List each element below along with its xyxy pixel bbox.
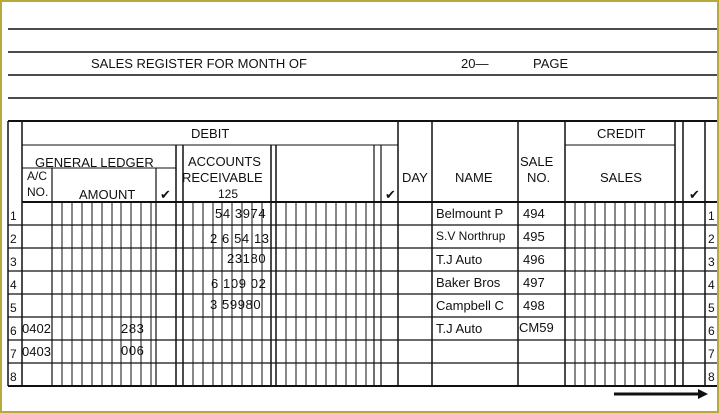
receivable-amount: 3 59980 bbox=[210, 297, 262, 312]
account-number: 0403 bbox=[22, 344, 51, 359]
day-heading: DAY bbox=[402, 170, 428, 185]
account-number: 0402 bbox=[22, 321, 51, 336]
general-ledger-heading: GENERAL LEDGER bbox=[35, 155, 154, 170]
register-title: SALES REGISTER FOR MONTH OF bbox=[91, 56, 307, 71]
row-number-right: 6 bbox=[708, 324, 715, 338]
customer-name: Belmount P bbox=[436, 206, 504, 221]
row-number-left: 6 bbox=[10, 324, 17, 338]
row-number-right: 7 bbox=[708, 347, 715, 361]
sale-no-heading-line2: NO. bbox=[527, 170, 551, 185]
sale-no-heading-line1: SALE bbox=[520, 154, 554, 169]
row-number-right: 3 bbox=[708, 255, 715, 269]
receivable-amount: 2 6 54 13 bbox=[210, 231, 270, 246]
accounts-number: 125 bbox=[218, 187, 239, 201]
customer-name: S.V Northrup bbox=[436, 229, 506, 243]
ledger-amount: 006 bbox=[121, 343, 145, 358]
accounts-heading-line1: ACCOUNTS bbox=[188, 154, 261, 169]
sale-number: 495 bbox=[523, 229, 545, 244]
debit-heading: DEBIT bbox=[191, 126, 230, 141]
gl-check-heading: ✔ bbox=[160, 187, 171, 202]
page-label: PAGE bbox=[533, 56, 569, 71]
customer-name: Baker Bros bbox=[436, 275, 501, 290]
row-number-right: 8 bbox=[708, 370, 715, 384]
accounts-heading-line2: RECEIVABLE bbox=[182, 170, 263, 185]
credit-heading: CREDIT bbox=[597, 126, 646, 141]
sale-number: 496 bbox=[523, 252, 545, 267]
customer-name: T.J Auto bbox=[436, 252, 483, 267]
row-number-right: 5 bbox=[708, 301, 715, 315]
customer-name: Campbell C bbox=[436, 298, 504, 313]
row-number-left: 8 bbox=[10, 370, 17, 384]
sales-heading: SALES bbox=[600, 170, 642, 185]
row-number-left: 2 bbox=[10, 232, 17, 246]
continue-arrow bbox=[614, 389, 708, 399]
credit-check-heading: ✔ bbox=[689, 187, 700, 202]
row-number-right: 1 bbox=[708, 209, 715, 223]
amount-heading: AMOUNT bbox=[79, 187, 136, 202]
sale-number: 494 bbox=[523, 206, 545, 221]
receivable-amount: 54 3974 bbox=[215, 206, 267, 221]
row-number-left: 1 bbox=[10, 209, 17, 223]
sale-number: 497 bbox=[523, 275, 545, 290]
year-field: 20— bbox=[461, 56, 489, 71]
row-number-left: 4 bbox=[10, 278, 17, 292]
sale-number: CM59 bbox=[519, 320, 554, 335]
row-number-left: 3 bbox=[10, 255, 17, 269]
name-heading: NAME bbox=[455, 170, 493, 185]
row-number-left: 7 bbox=[10, 347, 17, 361]
ac-heading-line1: A/C bbox=[27, 169, 48, 183]
row-number-right: 2 bbox=[708, 232, 715, 246]
debit-check-heading: ✔ bbox=[385, 187, 396, 202]
sale-number: 498 bbox=[523, 298, 545, 313]
row-number-left: 5 bbox=[10, 301, 17, 315]
receivable-amount: 23180 bbox=[227, 251, 267, 266]
ac-heading-line2: NO. bbox=[27, 185, 49, 199]
row-number-right: 4 bbox=[708, 278, 715, 292]
customer-name: T.J Auto bbox=[436, 321, 483, 336]
receivable-amount: 6 109 02 bbox=[211, 276, 267, 291]
ledger-amount: 283 bbox=[121, 321, 145, 336]
